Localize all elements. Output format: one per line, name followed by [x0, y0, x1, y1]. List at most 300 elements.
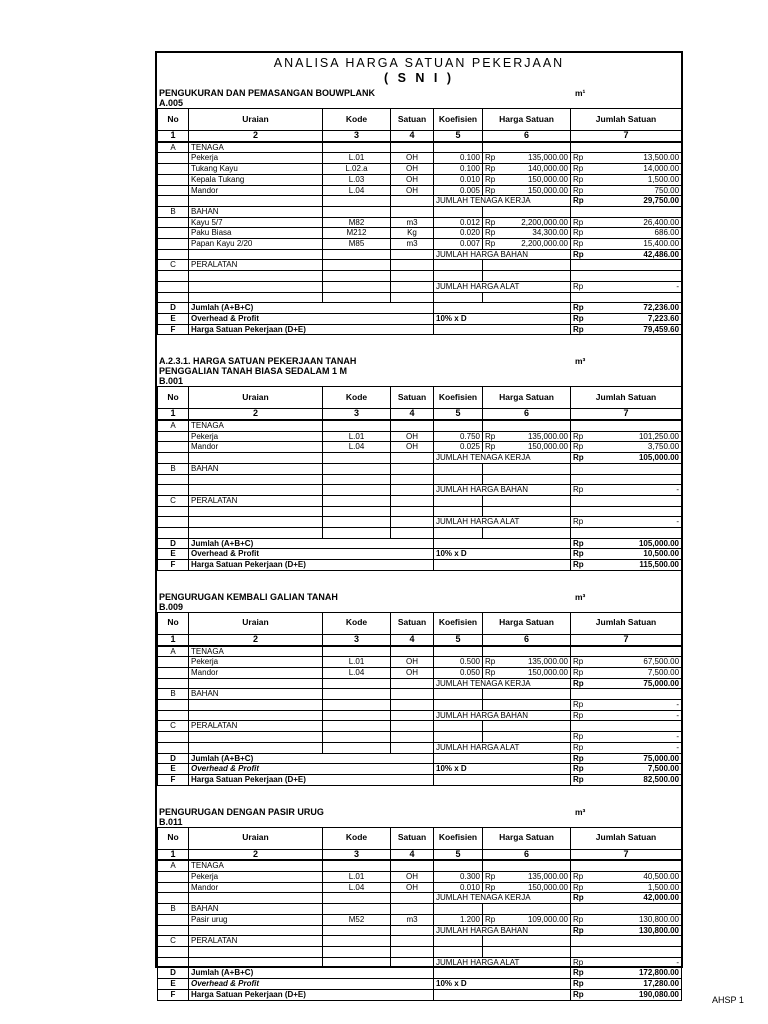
total-currency: Rp [571, 324, 597, 335]
harga-currency: Rp [483, 442, 515, 453]
no-cell [158, 239, 189, 250]
blank-cell [515, 292, 571, 303]
blank-cell [323, 925, 391, 936]
blank-cell [571, 142, 597, 153]
harga-value [515, 732, 571, 743]
total-label: Jumlah (A+B+C) [189, 968, 434, 979]
blank-cell [323, 710, 391, 721]
satuan-cell: OH [391, 442, 434, 453]
blank-cell [515, 904, 571, 915]
uraian-cell: Mandor [189, 185, 323, 196]
group-row [158, 206, 682, 217]
harga-currency: Rp [483, 228, 515, 239]
section-title-line: PENGUKURAN DAN PEMASANGAN BOUWPLANK [159, 88, 375, 98]
table-row [158, 914, 682, 925]
column-number: 4 [391, 849, 434, 860]
group-row [158, 936, 682, 947]
col-header-koefisien: Koefisien [434, 387, 483, 409]
blank-cell [515, 260, 571, 271]
blank-cell [323, 292, 391, 303]
harga-value: 2,200,000.00 [515, 217, 571, 228]
group-letter: A [158, 860, 189, 871]
koefisien-cell: 1.200 [434, 914, 483, 925]
harga-currency: Rp [483, 164, 515, 175]
kode-cell: M85 [323, 239, 391, 250]
section-title-line: PENGURUGAN DENGAN PASIR URUG [159, 806, 324, 817]
koefisien-cell: 0.005 [434, 185, 483, 196]
subtotal-value: - [597, 485, 682, 496]
column-number: 6 [483, 634, 571, 645]
column-number: 2 [189, 131, 323, 142]
blank-cell [571, 947, 597, 958]
blank-cell [323, 463, 391, 474]
col-header-satuan: Satuan [391, 109, 434, 131]
blank-cell [189, 925, 323, 936]
total-row [158, 979, 682, 990]
page-label: AHSP 1 [712, 995, 744, 1005]
blank-cell [571, 463, 597, 474]
column-number: 2 [189, 409, 323, 420]
blank-cell [483, 206, 515, 217]
table-body [158, 131, 682, 335]
blank-cell [189, 742, 323, 753]
blank-cell [323, 281, 391, 292]
blank-cell [323, 947, 391, 958]
jumlah-value: 14,000.00 [597, 164, 682, 175]
no-cell [158, 431, 189, 442]
blank-cell [434, 506, 483, 517]
subtotal-row [158, 710, 682, 721]
section-unit: m³ [575, 356, 586, 367]
satuan-cell: OH [391, 174, 434, 185]
no-cell [158, 742, 189, 753]
col-header-jumlah-satuan: Jumlah Satuan [571, 387, 682, 409]
jumlah-value: 13,500.00 [597, 153, 682, 164]
subtotal-label: JUMLAH TENAGA KERJA [434, 893, 571, 904]
total-row [158, 764, 682, 775]
blank-cell [323, 721, 391, 732]
subtotal-currency: Rp [571, 710, 597, 721]
total-label: Overhead & Profit [189, 979, 434, 990]
blank-cell [323, 678, 391, 689]
table-header [158, 612, 682, 634]
koefisien-cell: 0.100 [434, 153, 483, 164]
subtotal-row [158, 485, 682, 496]
total-koefisien [434, 753, 571, 764]
satuan-cell: OH [391, 872, 434, 883]
blank-cell [515, 271, 571, 282]
harga-value [515, 700, 571, 711]
subtotal-currency: Rp [571, 925, 597, 936]
subtotal-label: JUMLAH HARGA ALAT [434, 957, 571, 968]
kode-cell: M212 [323, 228, 391, 239]
col-header-koefisien: Koefisien [434, 612, 483, 634]
no-cell [158, 185, 189, 196]
total-value: 190,080.00 [597, 989, 682, 1000]
group-row [158, 689, 682, 700]
no-cell [158, 872, 189, 883]
jumlah-currency: Rp [571, 872, 597, 883]
total-value: 105,000.00 [597, 538, 682, 549]
total-label: Overhead & Profit [189, 549, 434, 560]
subtotal-currency: Rp [571, 517, 597, 528]
total-letter: F [158, 774, 189, 785]
koefisien-cell: 0.010 [434, 174, 483, 185]
blank-cell [391, 646, 434, 657]
group-row [158, 904, 682, 915]
blank-cell [515, 860, 571, 871]
column-number: 1 [158, 634, 189, 645]
blank-cell [483, 142, 515, 153]
blank-row [158, 506, 682, 517]
blank-cell [323, 689, 391, 700]
total-letter: D [158, 303, 189, 314]
koefisien-cell: 0.012 [434, 217, 483, 228]
no-cell [158, 453, 189, 464]
subtotal-label: JUMLAH HARGA ALAT [434, 281, 571, 292]
satuan-cell: OH [391, 185, 434, 196]
total-value: 79,459.60 [597, 324, 682, 335]
harga-currency: Rp [483, 185, 515, 196]
blank-cell [391, 292, 434, 303]
harga-currency: Rp [483, 153, 515, 164]
header-row [158, 387, 682, 409]
blank-cell [434, 495, 483, 506]
jumlah-value: 67,500.00 [597, 657, 682, 668]
subtotal-label: JUMLAH HARGA BAHAN [434, 485, 571, 496]
col-header-satuan: Satuan [391, 827, 434, 849]
blank-cell [323, 142, 391, 153]
harga-value: 150,000.00 [515, 667, 571, 678]
blank-cell [434, 271, 483, 282]
blank-cell [391, 196, 434, 207]
table-row [158, 217, 682, 228]
analysis-table [157, 108, 682, 335]
blank-cell [391, 463, 434, 474]
no-cell [158, 249, 189, 260]
blank-cell [323, 206, 391, 217]
blank-cell [434, 936, 483, 947]
blank-cell [515, 495, 571, 506]
group-label: BAHAN [189, 206, 323, 217]
blank-cell [391, 947, 434, 958]
total-currency: Rp [571, 538, 597, 549]
total-row [158, 549, 682, 560]
col-header-uraian: Uraian [189, 612, 323, 634]
jumlah-currency: Rp [571, 700, 597, 711]
uraian-cell: Pekerja [189, 431, 323, 442]
jumlah-currency: Rp [571, 153, 597, 164]
subtotal-row [158, 893, 682, 904]
blank-cell [515, 463, 571, 474]
subtotal-currency: Rp [571, 742, 597, 753]
kode-cell: M52 [323, 914, 391, 925]
header-row [158, 109, 682, 131]
blank-cell [483, 721, 515, 732]
blank-cell [391, 904, 434, 915]
table-row [158, 732, 682, 743]
uraian-cell [189, 732, 323, 743]
blank-cell [571, 506, 597, 517]
kode-cell: L.04 [323, 667, 391, 678]
jumlah-currency: Rp [571, 431, 597, 442]
total-currency: Rp [571, 774, 597, 785]
table-row [158, 431, 682, 442]
blank-cell [571, 260, 597, 271]
blank-cell [391, 936, 434, 947]
column-number-row [158, 131, 682, 142]
subtotal-label: JUMLAH HARGA BAHAN [434, 925, 571, 936]
total-currency: Rp [571, 979, 597, 990]
uraian-cell [189, 700, 323, 711]
blank-row [158, 271, 682, 282]
column-number: 6 [483, 409, 571, 420]
column-number-row [158, 409, 682, 420]
kode-cell: L.01 [323, 153, 391, 164]
blank-cell [597, 474, 682, 485]
uraian-cell: Pekerja [189, 872, 323, 883]
blank-cell [391, 249, 434, 260]
blank-cell [189, 710, 323, 721]
table-row [158, 239, 682, 250]
total-currency: Rp [571, 549, 597, 560]
total-row [158, 753, 682, 764]
blank-row [158, 474, 682, 485]
blank-cell [158, 947, 189, 958]
col-header-jumlah-satuan: Jumlah Satuan [571, 109, 682, 131]
subtotal-label: JUMLAH HARGA BAHAN [434, 249, 571, 260]
section-code: B.011 [159, 816, 183, 827]
blank-cell [158, 292, 189, 303]
blank-cell [323, 957, 391, 968]
blank-cell [189, 485, 323, 496]
blank-cell [391, 485, 434, 496]
blank-cell [571, 206, 597, 217]
subtotal-value: 130,800.00 [597, 925, 682, 936]
group-label: PERALATAN [189, 495, 323, 506]
section-header [157, 88, 681, 108]
koefisien-cell: 0.020 [434, 228, 483, 239]
blank-cell [434, 689, 483, 700]
column-number: 5 [434, 849, 483, 860]
koefisien-cell [434, 732, 483, 743]
blank-cell [189, 517, 323, 528]
subtotal-row [158, 925, 682, 936]
table-row [158, 164, 682, 175]
subtotal-currency: Rp [571, 957, 597, 968]
section-unit: m³ [575, 806, 586, 817]
blank-cell [483, 495, 515, 506]
uraian-cell: Pasir urug [189, 914, 323, 925]
uraian-cell: Tukang Kayu [189, 164, 323, 175]
total-letter: D [158, 753, 189, 764]
total-row [158, 538, 682, 549]
group-letter: C [158, 495, 189, 506]
subtotal-value: 105,000.00 [597, 453, 682, 464]
blank-cell [434, 721, 483, 732]
koefisien-cell: 0.750 [434, 431, 483, 442]
blank-cell [434, 646, 483, 657]
blank-cell [189, 271, 323, 282]
blank-cell [391, 860, 434, 871]
column-number: 6 [483, 849, 571, 860]
subtotal-value: - [597, 957, 682, 968]
subtotal-currency: Rp [571, 249, 597, 260]
group-row [158, 646, 682, 657]
page-subtitle: ( S N I ) [383, 71, 455, 85]
column-number: 5 [434, 634, 483, 645]
blank-cell [597, 260, 682, 271]
blank-row [158, 528, 682, 539]
blank-cell [391, 142, 434, 153]
col-header-kode: Kode [323, 612, 391, 634]
subtotal-currency: Rp [571, 893, 597, 904]
kode-cell: L.01 [323, 872, 391, 883]
jumlah-currency: Rp [571, 174, 597, 185]
blank-cell [515, 420, 571, 431]
subtotal-value: 42,000.00 [597, 893, 682, 904]
total-currency: Rp [571, 968, 597, 979]
blank-cell [323, 249, 391, 260]
blank-cell [571, 646, 597, 657]
blank-cell [158, 271, 189, 282]
group-row [158, 495, 682, 506]
group-row [158, 142, 682, 153]
blank-cell [391, 957, 434, 968]
harga-value: 150,000.00 [515, 882, 571, 893]
blank-cell [323, 196, 391, 207]
total-label: Jumlah (A+B+C) [189, 538, 434, 549]
group-letter: A [158, 646, 189, 657]
subtotal-value: 42,486.00 [597, 249, 682, 260]
subtotal-value: - [597, 517, 682, 528]
col-header-uraian: Uraian [189, 109, 323, 131]
harga-value: 135,000.00 [515, 872, 571, 883]
section-title-line: PENGURUGAN KEMBALI GALIAN TANAH [159, 591, 338, 602]
blank-cell [483, 904, 515, 915]
blank-cell [434, 474, 483, 485]
total-label: Jumlah (A+B+C) [189, 753, 434, 764]
column-number: 7 [571, 634, 682, 645]
no-cell [158, 517, 189, 528]
col-header-no: No [158, 387, 189, 409]
column-number: 7 [571, 131, 682, 142]
group-label: TENAGA [189, 860, 323, 871]
blank-cell [515, 936, 571, 947]
no-cell [158, 914, 189, 925]
blank-cell [597, 506, 682, 517]
koefisien-cell: 0.300 [434, 872, 483, 883]
subtotal-row [158, 957, 682, 968]
subtotal-value: 75,000.00 [597, 678, 682, 689]
harga-value: 135,000.00 [515, 153, 571, 164]
col-header-harga-satuan: Harga Satuan [483, 612, 571, 634]
blank-cell [323, 453, 391, 464]
blank-cell [434, 528, 483, 539]
table-header [158, 109, 682, 131]
no-cell [158, 925, 189, 936]
col-header-kode: Kode [323, 109, 391, 131]
column-number: 4 [391, 409, 434, 420]
total-currency: Rp [571, 764, 597, 775]
column-number-row [158, 634, 682, 645]
satuan-cell: Kg [391, 228, 434, 239]
harga-value: 135,000.00 [515, 431, 571, 442]
subtotal-row [158, 453, 682, 464]
total-label: Jumlah (A+B+C) [189, 303, 434, 314]
col-header-uraian: Uraian [189, 827, 323, 849]
group-label: TENAGA [189, 646, 323, 657]
blank-cell [158, 474, 189, 485]
col-header-uraian: Uraian [189, 387, 323, 409]
kode-cell: L.04 [323, 442, 391, 453]
table-body [158, 849, 682, 1000]
total-koefisien [434, 324, 571, 335]
group-row [158, 420, 682, 431]
blank-cell [483, 463, 515, 474]
kode-cell: L.03 [323, 174, 391, 185]
blank-cell [597, 271, 682, 282]
group-letter: B [158, 904, 189, 915]
blank-cell [323, 506, 391, 517]
blank-cell [189, 196, 323, 207]
blank-cell [323, 742, 391, 753]
satuan-cell [391, 700, 434, 711]
harga-value: 34,300.00 [515, 228, 571, 239]
total-value: 7,223.60 [597, 313, 682, 324]
blank-cell [483, 936, 515, 947]
column-number: 1 [158, 849, 189, 860]
kode-cell: M82 [323, 217, 391, 228]
col-header-kode: Kode [323, 827, 391, 849]
total-currency: Rp [571, 989, 597, 1000]
total-letter: F [158, 560, 189, 571]
blank-cell [597, 292, 682, 303]
blank-cell [189, 506, 323, 517]
total-currency: Rp [571, 313, 597, 324]
no-cell [158, 485, 189, 496]
subtotal-label: JUMLAH TENAGA KERJA [434, 678, 571, 689]
total-label: Overhead & Profit [189, 313, 434, 324]
blank-cell [391, 742, 434, 753]
group-letter: B [158, 689, 189, 700]
total-koefisien: 10% x D [434, 549, 571, 560]
blank-cell [571, 420, 597, 431]
harga-currency: Rp [483, 239, 515, 250]
col-header-harga-satuan: Harga Satuan [483, 387, 571, 409]
column-number: 2 [189, 634, 323, 645]
satuan-cell: OH [391, 657, 434, 668]
jumlah-currency: Rp [571, 185, 597, 196]
koefisien-cell [434, 700, 483, 711]
blank-cell [391, 893, 434, 904]
group-row [158, 721, 682, 732]
column-number: 4 [391, 634, 434, 645]
kode-cell: L.04 [323, 185, 391, 196]
subtotal-currency: Rp [571, 678, 597, 689]
table-row [158, 657, 682, 668]
total-currency: Rp [571, 303, 597, 314]
subtotal-currency: Rp [571, 196, 597, 207]
blank-cell [483, 860, 515, 871]
jumlah-value: 3,750.00 [597, 442, 682, 453]
blank-cell [391, 281, 434, 292]
col-header-harga-satuan: Harga Satuan [483, 827, 571, 849]
blank-cell [189, 957, 323, 968]
no-cell [158, 957, 189, 968]
blank-cell [571, 904, 597, 915]
blank-cell [483, 474, 515, 485]
